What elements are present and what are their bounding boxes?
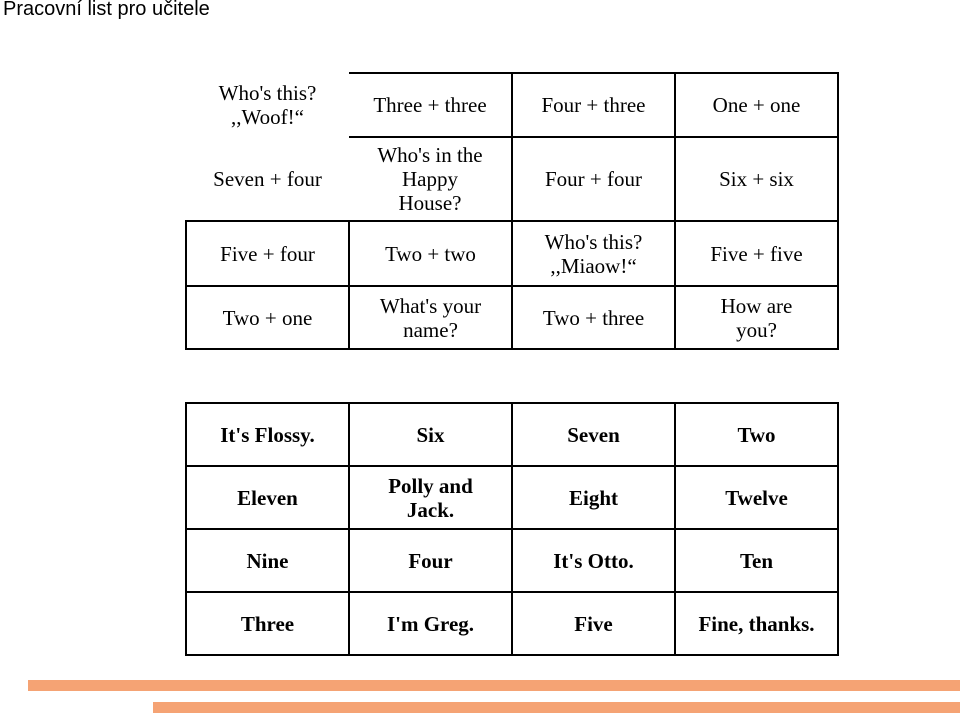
card-cell: Two <box>675 403 838 466</box>
card-cell: Two + one <box>186 286 349 349</box>
card-cell: How are you? <box>675 286 838 349</box>
card-cell: Three + three <box>349 73 512 137</box>
card-cell: Two + two <box>349 221 512 286</box>
card-cell: Polly and Jack. <box>349 466 512 529</box>
card-cell: Five + four <box>186 221 349 286</box>
table-row <box>186 221 838 286</box>
card-cell: What's your name? <box>349 286 512 349</box>
card-cell: I'm Greg. <box>349 592 512 655</box>
card-cell: Who's this? ,,Miaow!“ <box>512 221 675 286</box>
table-row <box>186 592 838 655</box>
question-card-grid <box>185 72 839 350</box>
card-cell: It's Flossy. <box>186 403 349 466</box>
card-cell: It's Otto. <box>512 529 675 592</box>
card-cell: Fine, thanks. <box>675 592 838 655</box>
card-cell: Two + three <box>512 286 675 349</box>
card-cell: Five + five <box>675 221 838 286</box>
card-cell: One + one <box>675 73 838 137</box>
card-cell: Nine <box>186 529 349 592</box>
card-cell: Four + three <box>512 73 675 137</box>
table-row <box>186 137 838 221</box>
table-row <box>186 403 838 466</box>
card-cell: Seven + four <box>213 166 322 191</box>
card-cell: Who's this? ,,Woof!“ <box>218 81 317 129</box>
card-cell: Eleven <box>186 466 349 529</box>
footer-decorative-bar <box>153 702 960 713</box>
card-cell: Seven <box>512 403 675 466</box>
page-title: Pracovní list pro učitele <box>3 0 210 20</box>
card-cell: Ten <box>675 529 838 592</box>
card-cell: Five <box>512 592 675 655</box>
table-row <box>186 286 838 349</box>
footer-decorative-bar <box>28 680 960 691</box>
card-cell: Eight <box>512 466 675 529</box>
table-row <box>186 529 838 592</box>
card-cell: Who's in the Happy House? <box>349 137 512 221</box>
table-row <box>186 466 838 529</box>
card-cell: Twelve <box>675 466 838 529</box>
card-cell: Three <box>186 592 349 655</box>
answer-card-grid <box>185 402 839 656</box>
card-cell: Six + six <box>675 137 838 221</box>
card-cell: Four <box>349 529 512 592</box>
table-row <box>186 73 838 137</box>
card-cell: Six <box>349 403 512 466</box>
card-cell: Four + four <box>512 137 675 221</box>
